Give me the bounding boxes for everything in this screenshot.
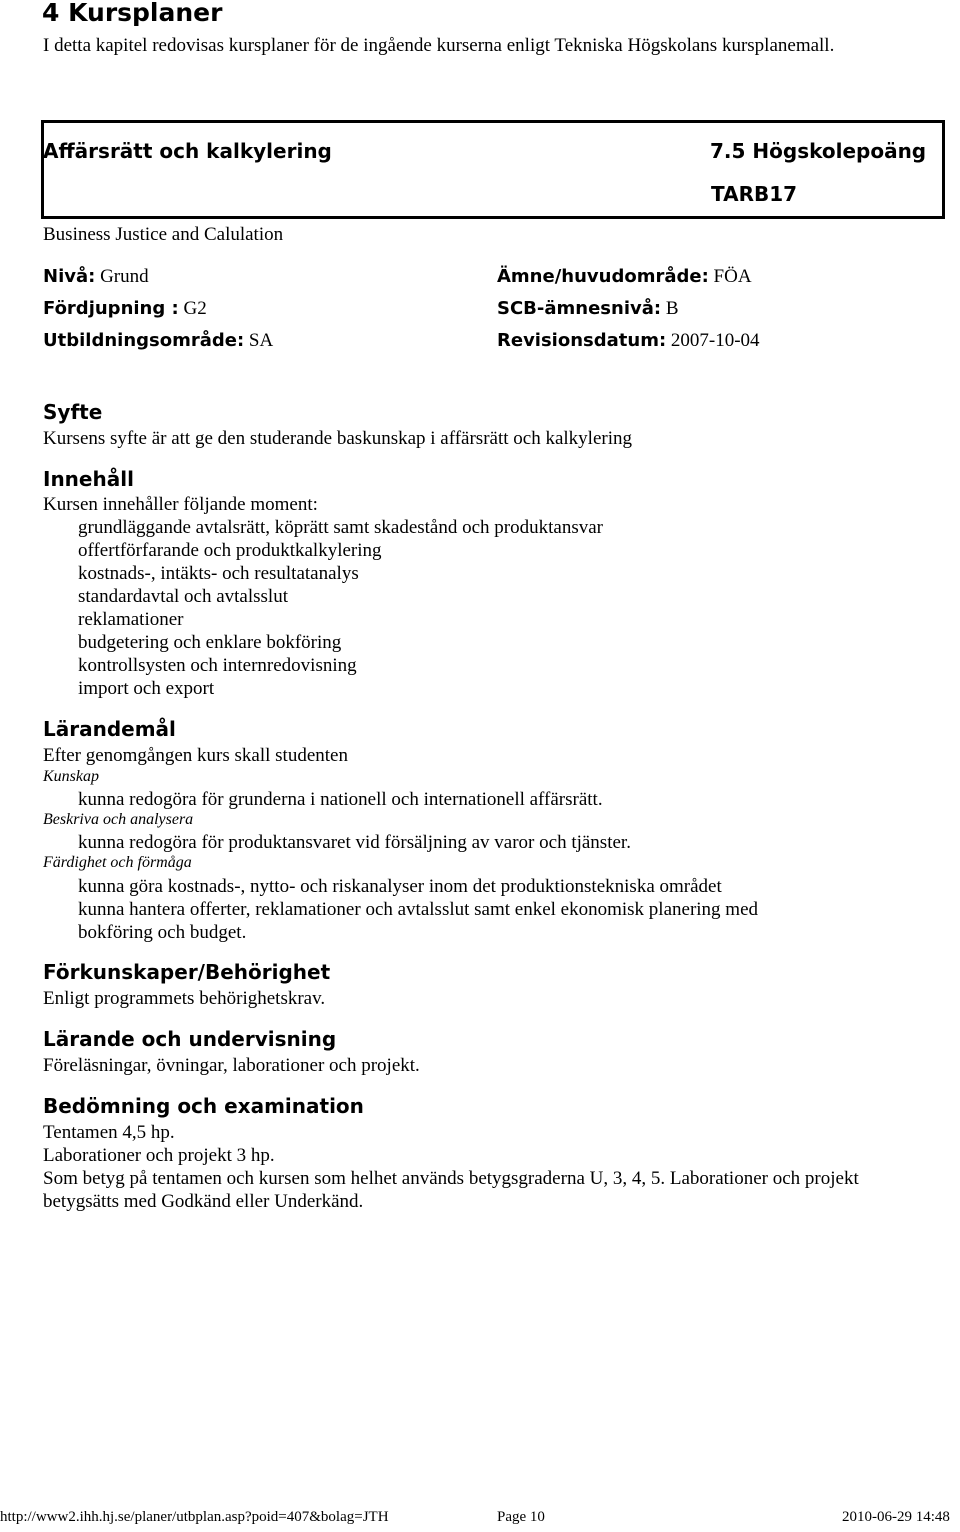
kunskap-text: kunna redogöra för grunderna i nationell och internationell affärsrätt.: [78, 789, 603, 810]
bedomning-heading: Bedömning och examination: [43, 1094, 364, 1118]
chapter-title: 4 Kursplaner: [42, 0, 223, 27]
list-item: offertförfarande och produktkalkylering: [78, 540, 382, 561]
list-item: standardavtal och avtalsslut: [78, 586, 288, 607]
footer-page-number: Page 10: [497, 1509, 545, 1525]
field-fordjupning-value: G2: [183, 298, 207, 319]
field-revision-label: Revisionsdatum:: [497, 330, 667, 351]
forkunskaper-heading: Förkunskaper/Behörighet: [43, 960, 331, 984]
field-fordjupning: [43, 298, 207, 320]
field-niva: [43, 266, 149, 288]
list-item: budgetering och enklare bokföring: [78, 632, 342, 653]
beskriva-label: Beskriva och analysera: [43, 811, 194, 828]
innehall-heading: Innehåll: [43, 467, 134, 491]
bedomning-line-3: Som betyg på tentamen och kursen som helhet används betygsgraderna U, 3, 4, 5. Laborationer och projekt betygsätts med Godkänd eller Underkänd.: [43, 1168, 859, 1212]
course-english-name: Business Justice and Calulation: [43, 224, 284, 245]
course-header-box: [41, 120, 945, 219]
field-utbildningsomrade: [43, 330, 273, 352]
list-item: kostnads-, intäkts- och resultatanalys: [78, 563, 359, 584]
field-amne-label: Ämne/huvudområde:: [497, 266, 709, 287]
beskriva-text: kunna redogöra för produktansvaret vid försäljning av varor och tjänster.: [78, 832, 631, 853]
list-item: import och export: [78, 678, 215, 699]
larandemal-heading: Lärandemål: [43, 717, 176, 741]
field-utbildning-label: Utbildningsområde:: [43, 330, 245, 351]
list-item: grundläggande avtalsrätt, köprätt samt skadestånd och produktansvar: [78, 517, 603, 538]
fardighet-label: Färdighet och förmåga: [43, 854, 192, 871]
field-scb-label: SCB-ämnesnivå:: [497, 298, 662, 319]
list-item: kontrollsysten och internredovisning: [78, 655, 357, 676]
footer-url: http://www2.ihh.hj.se/planer/utbplan.asp?poid=407&bolag=JTH: [0, 1509, 389, 1525]
forkunskaper-text: Enligt programmets behörighetskrav.: [43, 988, 326, 1009]
field-revision-value: 2007-10-04: [670, 330, 760, 351]
larandemal-intro: Efter genomgången kurs skall studenten: [43, 745, 348, 766]
field-amne: [497, 266, 752, 288]
field-revisionsdatum: [497, 330, 760, 352]
fardighet-text-2: kunna hantera offerter, reklamationer och avtalsslut samt enkel ekonomisk planering med: [78, 899, 759, 920]
chapter-intro: I detta kapitel redovisas kursplaner för de ingående kurserna enligt Tekniska Högskolans kursplanemall.: [43, 35, 835, 56]
footer-timestamp: 2010-06-29 14:48: [842, 1509, 950, 1525]
field-niva-label: Nivå:: [43, 266, 96, 287]
larande-heading: Lärande och undervisning: [43, 1027, 337, 1051]
syfte-text: Kursens syfte är att ge den studerande baskunskap i affärsrätt och kalkylering: [43, 428, 632, 449]
fardighet-text-3: bokföring och budget.: [78, 922, 247, 943]
field-fordjupning-label: Fördjupning :: [43, 298, 179, 319]
field-utbildning-value: SA: [248, 330, 274, 351]
bedomning-line-2: Laborationer och projekt 3 hp.: [43, 1145, 275, 1166]
larande-text: Föreläsningar, övningar, laborationer och projekt.: [43, 1055, 420, 1076]
course-code: TARB17: [711, 182, 798, 206]
field-amne-value: FÖA: [713, 266, 752, 287]
bedomning-line-1: Tentamen 4,5 hp.: [43, 1122, 175, 1143]
list-item: reklamationer: [78, 609, 184, 630]
innehall-intro: Kursen innehåller följande moment:: [43, 494, 318, 515]
fardighet-text-1: kunna göra kostnads-, nytto- och riskanalyser inom det produktionstekniska området: [78, 876, 722, 897]
course-credits: 7.5 Högskolepoäng: [710, 139, 927, 163]
field-niva-value: Grund: [100, 266, 149, 287]
field-scb: [497, 298, 679, 320]
kunskap-label: Kunskap: [43, 768, 99, 785]
syfte-heading: Syfte: [43, 400, 103, 424]
course-name: Affärsrätt och kalkylering: [43, 139, 332, 163]
field-scb-value: B: [665, 298, 679, 319]
